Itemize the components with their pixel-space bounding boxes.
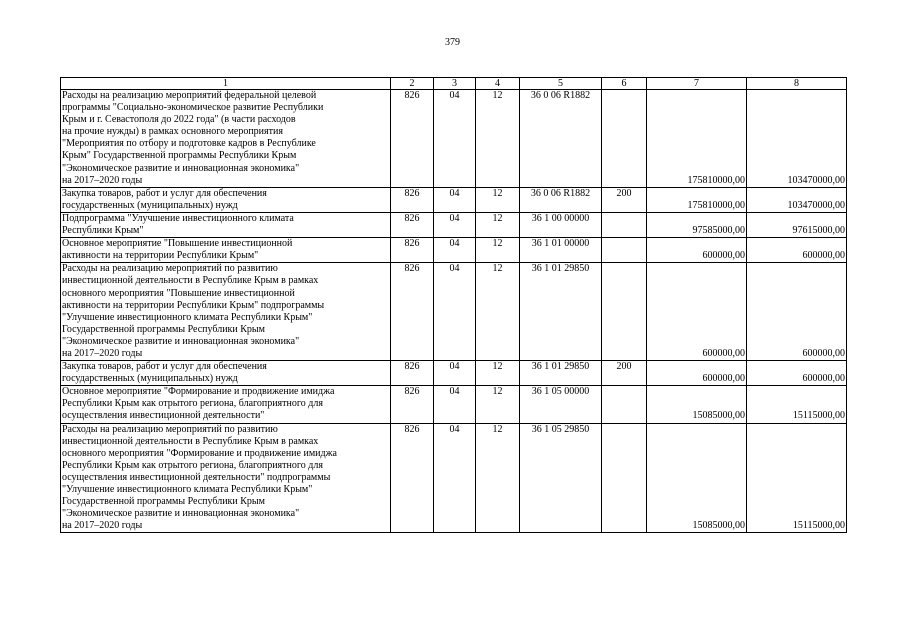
cell-vr	[602, 386, 647, 423]
cell-vr: 200	[602, 361, 647, 386]
cell-sum2: 103470000,00	[747, 187, 847, 212]
cell-vr	[602, 212, 647, 237]
header-cell-2: 2	[391, 78, 434, 90]
cell-name: Расходы на реализацию мероприятий федеральной целевой программы "Социально-экономическое развитие Республики Крым и г. Севастополя до 2022 года" (в части расходов на прочие нужды) в рамках основного мероприятия "Мероприятия по отбору и подготовке кадров в Республике Крым" Государственной программы Республики Крым "Экономическое развитие и инновационная экономика" на 2017–2020 годы	[61, 90, 391, 188]
header-cell-3: 3	[434, 78, 476, 90]
header-cell-6: 6	[602, 78, 647, 90]
cell-pr: 12	[476, 238, 520, 263]
table-row	[61, 90, 847, 188]
cell-vr: 200	[602, 187, 647, 212]
header-cell-4: 4	[476, 78, 520, 90]
header-cell-7: 7	[647, 78, 747, 90]
cell-sum2: 15115000,00	[747, 386, 847, 423]
cell-pr: 12	[476, 90, 520, 188]
cell-sum1: 175810000,00	[647, 187, 747, 212]
cell-sum1: 600000,00	[647, 263, 747, 361]
cell-grbs: 826	[391, 361, 434, 386]
table-row	[61, 423, 847, 533]
cell-rz: 04	[434, 263, 476, 361]
cell-grbs: 826	[391, 212, 434, 237]
header-cell-8: 8	[747, 78, 847, 90]
cell-name: Основное мероприятие "Повышение инвестиционной активности на территории Республики Крым"	[61, 238, 391, 263]
cell-name: Расходы на реализацию мероприятий по развитию инвестиционной деятельности в Республике Крым в рамках основного мероприятия "Повышение инвестиционной активности на территории Республики Крым" подпрограммы "Улучшение инвестиционного климата Республики Крым" Государственной программы Республики Крым "Экономическое развитие и инновационная экономика" на 2017–2020 годы	[61, 263, 391, 361]
cell-csr: 36 0 06 R1882	[520, 187, 602, 212]
cell-sum2: 97615000,00	[747, 212, 847, 237]
cell-sum1: 15085000,00	[647, 423, 747, 533]
cell-grbs: 826	[391, 263, 434, 361]
cell-grbs: 826	[391, 423, 434, 533]
cell-vr	[602, 90, 647, 188]
cell-pr: 12	[476, 187, 520, 212]
cell-grbs: 826	[391, 90, 434, 188]
cell-sum1: 600000,00	[647, 361, 747, 386]
cell-pr: 12	[476, 423, 520, 533]
cell-rz: 04	[434, 90, 476, 188]
cell-rz: 04	[434, 238, 476, 263]
cell-pr: 12	[476, 212, 520, 237]
cell-grbs: 826	[391, 187, 434, 212]
cell-sum2: 15115000,00	[747, 423, 847, 533]
cell-sum1: 175810000,00	[647, 90, 747, 188]
budget-table	[60, 77, 847, 533]
table-row	[61, 212, 847, 237]
cell-rz: 04	[434, 423, 476, 533]
header-cell-5: 5	[520, 78, 602, 90]
cell-name: Закупка товаров, работ и услуг для обеспечения государственных (муниципальных) нужд	[61, 361, 391, 386]
header-row	[61, 78, 847, 90]
cell-grbs: 826	[391, 238, 434, 263]
cell-rz: 04	[434, 386, 476, 423]
table-body	[61, 78, 847, 533]
table-row	[61, 187, 847, 212]
cell-csr: 36 1 01 29850	[520, 263, 602, 361]
cell-pr: 12	[476, 386, 520, 423]
cell-rz: 04	[434, 187, 476, 212]
page-number: 379	[445, 37, 460, 48]
table-row	[61, 263, 847, 361]
cell-rz: 04	[434, 212, 476, 237]
table-row	[61, 386, 847, 423]
table-row	[61, 361, 847, 386]
cell-sum2: 103470000,00	[747, 90, 847, 188]
cell-pr: 12	[476, 361, 520, 386]
cell-sum2: 600000,00	[747, 238, 847, 263]
cell-csr: 36 1 01 00000	[520, 238, 602, 263]
cell-rz: 04	[434, 361, 476, 386]
cell-name: Подпрограмма "Улучшение инвестиционного климата Республики Крым"	[61, 212, 391, 237]
cell-sum2: 600000,00	[747, 361, 847, 386]
cell-vr	[602, 263, 647, 361]
cell-vr	[602, 423, 647, 533]
cell-pr: 12	[476, 263, 520, 361]
cell-sum1: 15085000,00	[647, 386, 747, 423]
cell-name: Закупка товаров, работ и услуг для обеспечения государственных (муниципальных) нужд	[61, 187, 391, 212]
cell-sum2: 600000,00	[747, 263, 847, 361]
cell-csr: 36 1 05 00000	[520, 386, 602, 423]
cell-csr: 36 1 00 00000	[520, 212, 602, 237]
cell-csr: 36 1 01 29850	[520, 361, 602, 386]
cell-grbs: 826	[391, 386, 434, 423]
cell-vr	[602, 238, 647, 263]
cell-sum1: 600000,00	[647, 238, 747, 263]
cell-name: Расходы на реализацию мероприятий по развитию инвестиционной деятельности в Республике Крым в рамках основного мероприятия "Формирование и продвижение имиджа Республики Крым как отрытого региона, благоприятного для осуществления инвестиционной деятельности" подпрограммы "Улучшение инвестиционного климата Республики Крым" Государственной программы Республики Крым "Экономическое развитие и инновационная экономика" на 2017–2020 годы	[61, 423, 391, 533]
cell-csr: 36 1 05 29850	[520, 423, 602, 533]
cell-name: Основное мероприятие "Формирование и продвижение имиджа Республики Крым как отрытого региона, благоприятного для осуществления инвестиционной деятельности"	[61, 386, 391, 423]
table-row	[61, 238, 847, 263]
cell-sum1: 97585000,00	[647, 212, 747, 237]
cell-csr: 36 0 06 R1882	[520, 90, 602, 188]
header-cell-1: 1	[61, 78, 391, 90]
